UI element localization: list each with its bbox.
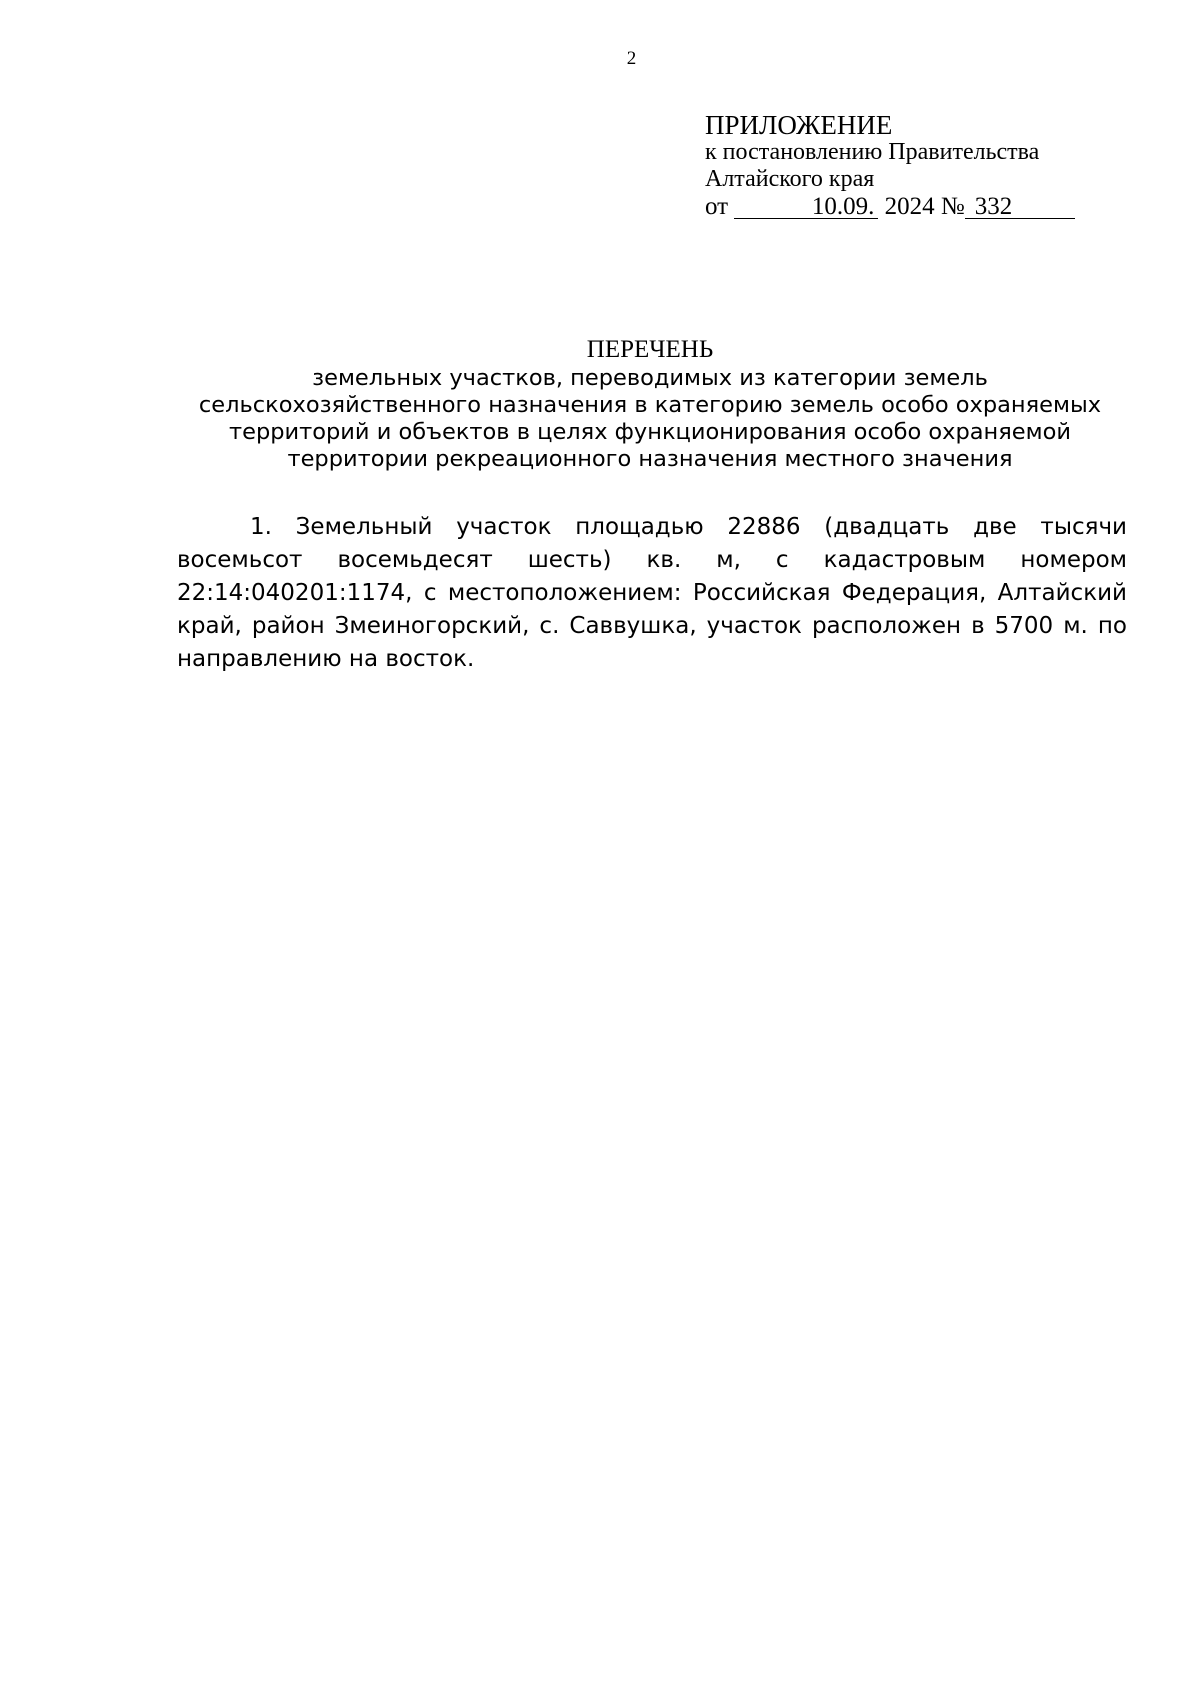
heading-title: ПЕРЕЧЕНЬ bbox=[586, 336, 714, 363]
appendix-line-1: к постановлению Правительства bbox=[705, 139, 1040, 165]
appendix-date-line bbox=[705, 193, 1075, 220]
resolution-number: 332 bbox=[965, 196, 1075, 219]
number-label: № bbox=[940, 193, 965, 220]
heading-line: сельскохозяйственного назначения в категорию земель особо охраняемых bbox=[198, 392, 1102, 418]
document-heading bbox=[175, 335, 1125, 473]
page-number: 2 bbox=[626, 48, 637, 69]
resolution-year: 2024 bbox=[884, 193, 935, 220]
land-plot-item: 1. Земельный участок площадью 22886 (двадцать две тысячи восемьсот восемьдесят шесть) кв. м, с кадастровым номером 22:14:040201:1174, с местоположением: Российская Федерация, Алтайский край, район Змеиногорский, с. Саввушка, участок расположен в 5700 м. по направлению на восток. bbox=[177, 514, 1127, 672]
heading-line: земельных участков, переводимых из категории земель bbox=[312, 365, 988, 391]
appendix-line-2: Алтайского края bbox=[705, 166, 875, 192]
heading-line: территории рекреационного назначения местного значения bbox=[287, 446, 1013, 472]
heading-line: территорий и объектов в целях функционирования особо охраняемой bbox=[229, 419, 1071, 445]
appendix-block bbox=[705, 112, 1075, 220]
resolution-date: 10.09. bbox=[734, 196, 878, 219]
appendix-title: ПРИЛОЖЕНИЕ bbox=[705, 110, 893, 140]
from-label: от bbox=[705, 193, 729, 220]
